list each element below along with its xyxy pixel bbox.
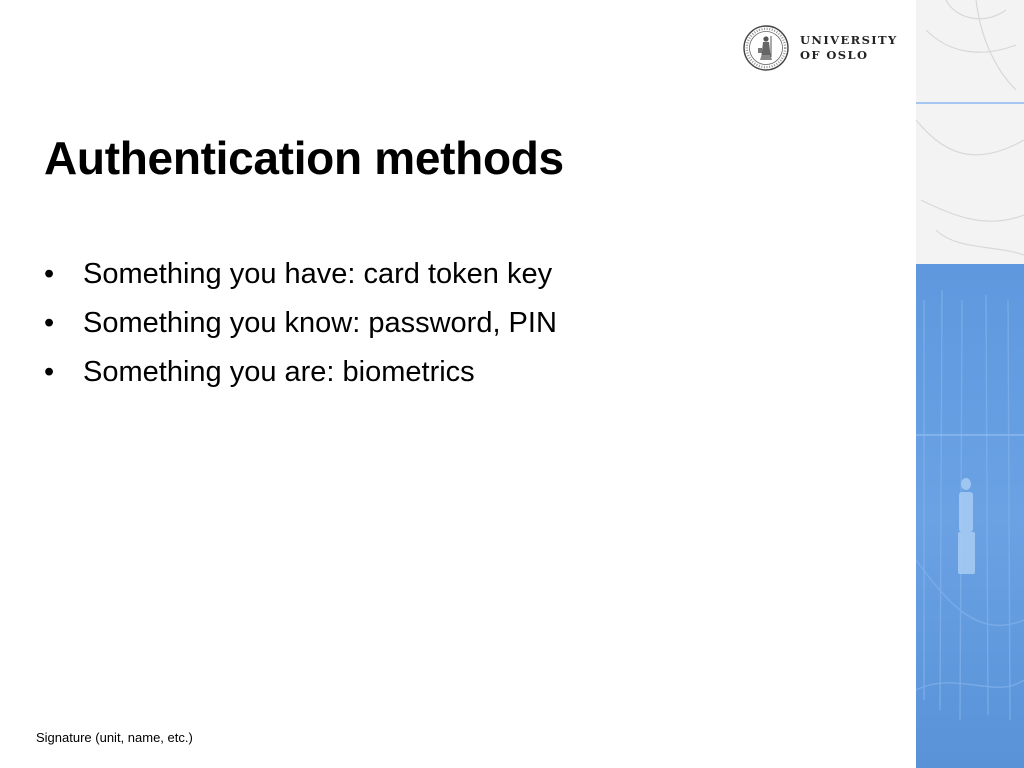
bullet-dot: • bbox=[44, 307, 55, 339]
logo-line-1: UNIVERSITY bbox=[800, 33, 898, 47]
decorative-side-strip bbox=[916, 0, 1024, 768]
university-logo bbox=[742, 24, 902, 74]
bullet-item bbox=[44, 252, 904, 301]
bullet-text: Something you know: password, PIN bbox=[83, 307, 557, 339]
bullet-dot: • bbox=[44, 258, 55, 290]
slide-footer: Signature (unit, name, etc.) bbox=[36, 730, 193, 745]
university-seal-icon bbox=[742, 24, 790, 72]
strip-light-area bbox=[916, 0, 1024, 264]
bullet-item bbox=[44, 350, 904, 399]
bullet-list bbox=[44, 252, 904, 399]
bullet-dot: • bbox=[44, 356, 55, 388]
bullet-text: Something you have: card token key bbox=[83, 258, 553, 290]
slide-title: Authentication methods bbox=[44, 132, 564, 184]
bullet-text: Something you are: biometrics bbox=[83, 356, 475, 388]
logo-line-2: OF OSLO bbox=[800, 48, 869, 62]
bullet-item bbox=[44, 301, 904, 350]
university-name bbox=[800, 33, 898, 63]
